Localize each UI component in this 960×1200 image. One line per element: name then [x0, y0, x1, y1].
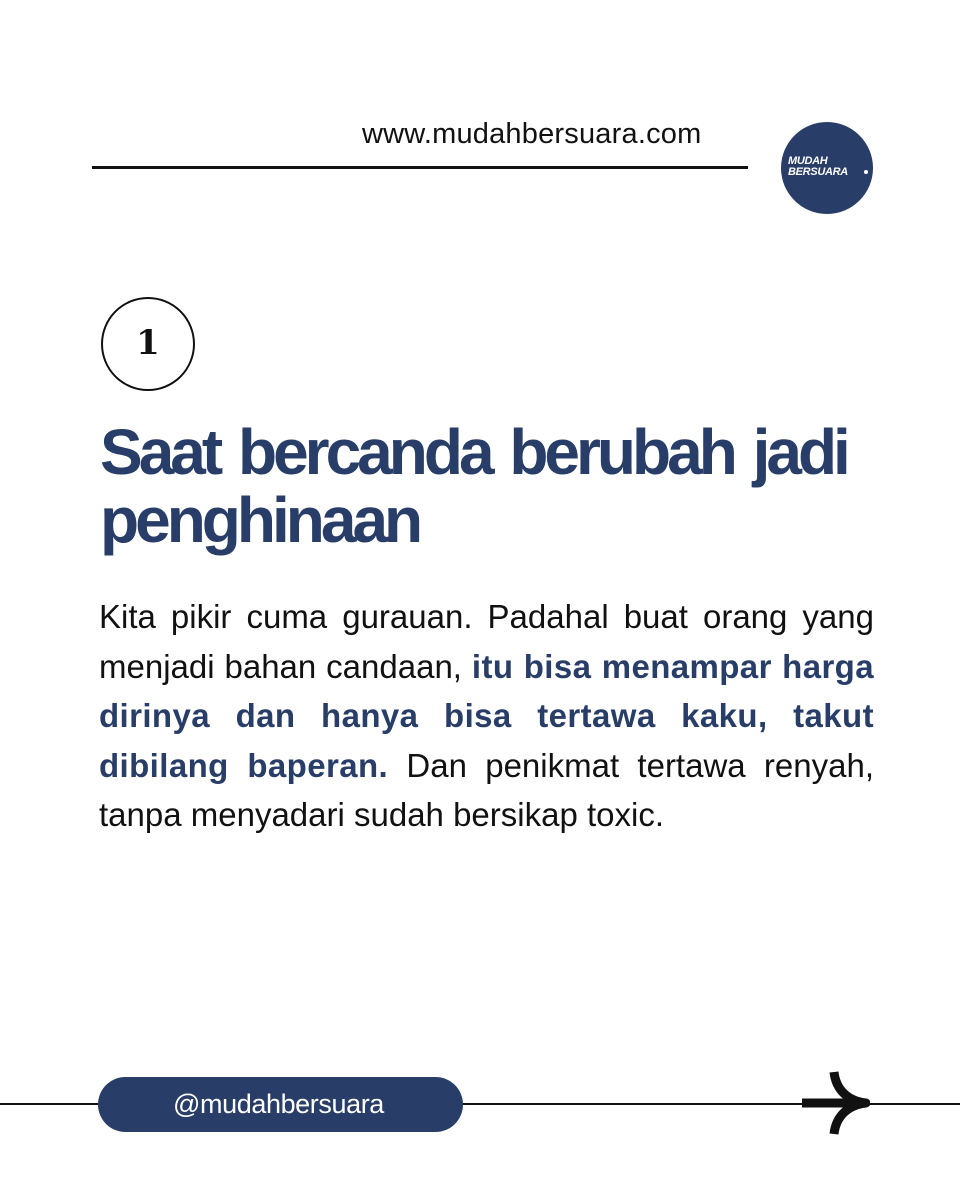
brand-logo-text: MUDAH BERSUARA	[788, 155, 848, 178]
body-text-outro: Dan penikmat tertawa renyah, tanpa menyadari sudah bersikap toxic.	[99, 746, 874, 833]
social-handle-pill[interactable]	[98, 1077, 463, 1132]
body-text-intro: Kita pikir cuma gurauan. Padahal buat orang yang menjadi bahan candaan,	[99, 598, 874, 685]
slide-number: 1	[136, 323, 160, 363]
website-url: www.mudahbersuara.com	[362, 118, 702, 150]
body-text-highlight: itu bisa menampar harga dirinya dan hanya bisa tertawa kaku, takut dibilang baperan.	[99, 647, 874, 784]
brand-logo	[781, 122, 873, 214]
header-divider	[92, 166, 748, 169]
social-handle: @mudahbersuara	[173, 1089, 384, 1119]
arrow-right-icon[interactable]	[800, 1068, 870, 1138]
brand-logo-dot	[864, 170, 868, 174]
slide-body-text	[99, 592, 874, 840]
slide-headline: Saat bercanda berubah jadi penghinaan	[100, 416, 847, 556]
slide-number-badge	[101, 297, 195, 391]
